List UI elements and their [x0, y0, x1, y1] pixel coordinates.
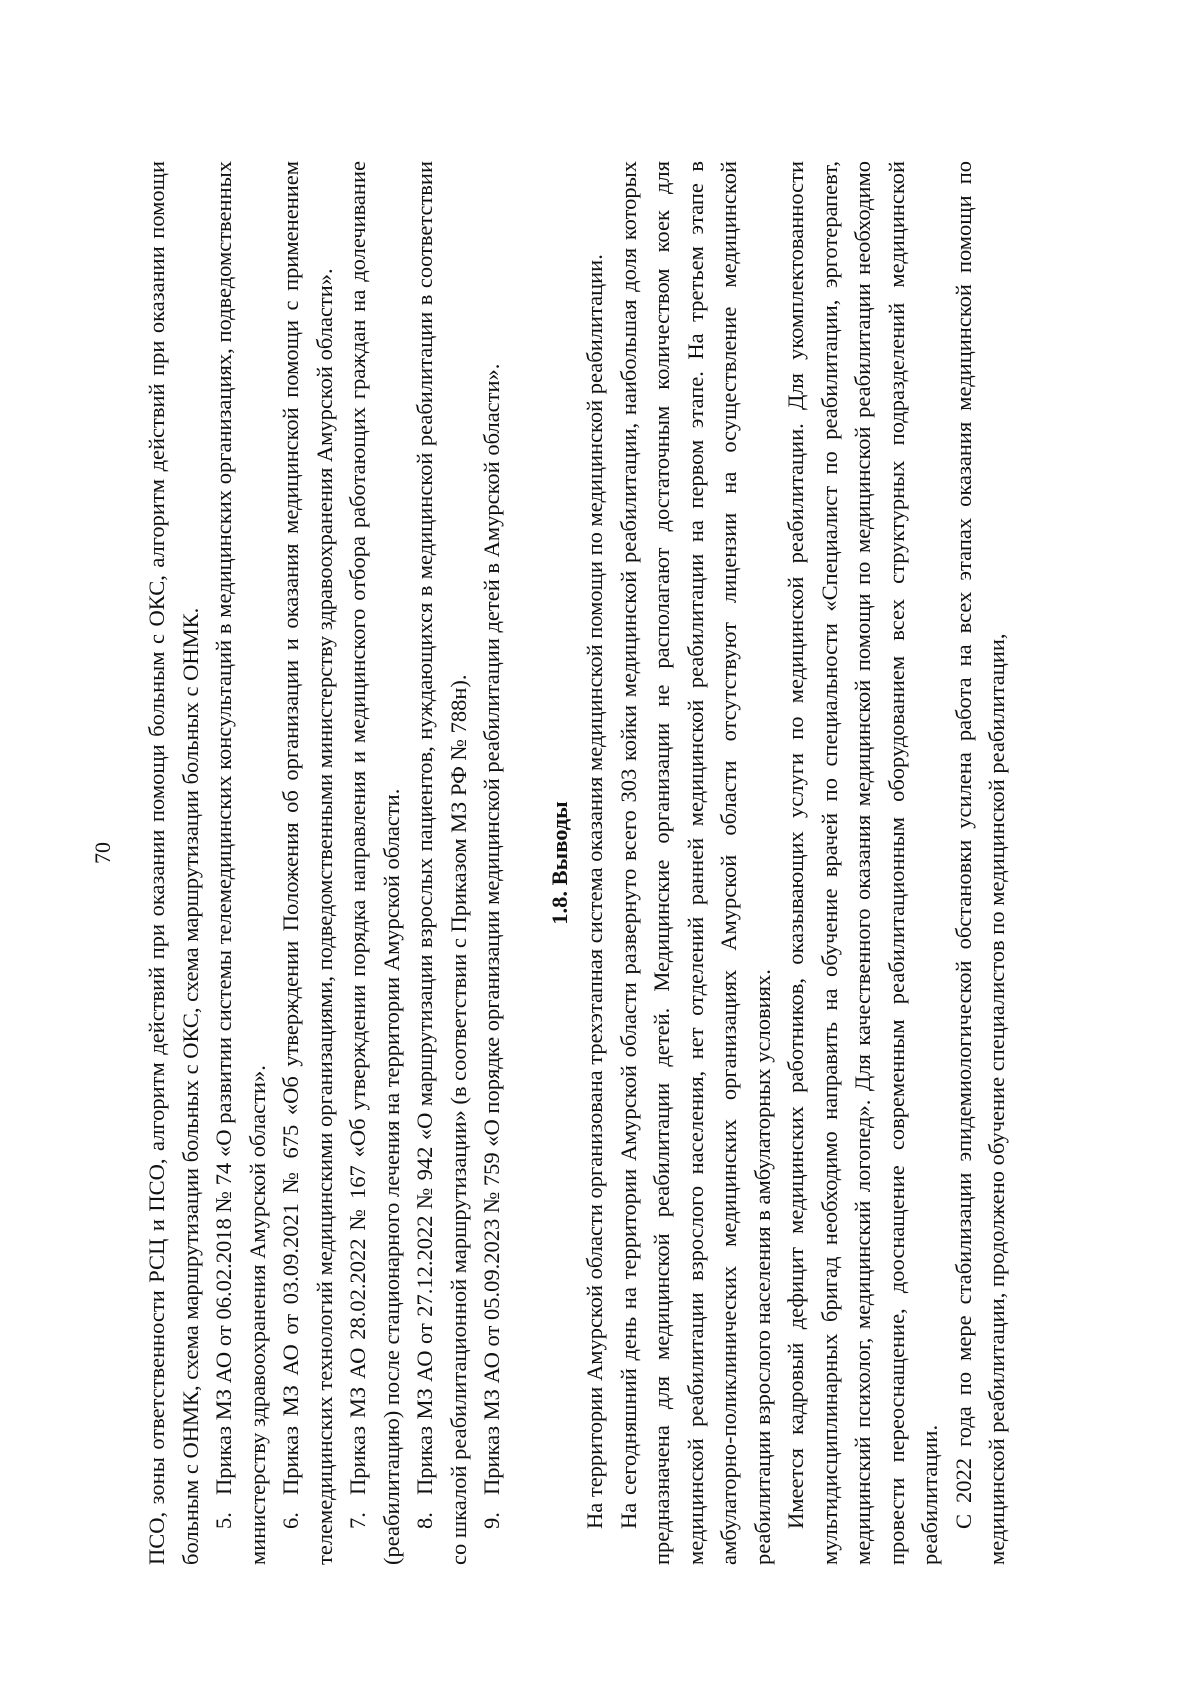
order-item-8: [408, 161, 475, 1565]
order-item-9: [475, 161, 509, 1565]
order-item-5: [207, 161, 274, 1565]
order-number: 8.: [412, 1512, 437, 1529]
order-number: 9.: [479, 1512, 504, 1529]
order-text: Приказ МЗ АО от 06.02.2018 № 74 «О развитии системы телемедицинских консультаций в медицинских организациях, подведомственных министерству здравоохранения Амурской области».: [211, 161, 270, 1565]
conclusion-paragraph-4: С 2022 года по мере стабилизации эпидемиологической обстановки усилена работа на всех этапах оказания медицинской помощи по медицинской реабилитации, продолжено обучение специалистов по медицинской реабилитации,: [950, 161, 1009, 1565]
order-text: Приказ МЗ АО 28.02.2022 № 167 «Об утверждении порядка направления и медицинского отбора работающих граждан на долечивание (реабилитацию) после стационарного лечения на территории Амурской области.: [345, 161, 404, 1565]
order-item-6: [274, 161, 341, 1565]
order-item-7: [341, 161, 408, 1565]
conclusion-paragraph-2: На сегодняшний день на территории Амурской области развернуто всего 303 койки медицинской реабилитации, наибольшая доля которых предназначена для медицинской реабилитации детей. Медицинские организации не располагают достаточным количеством коек для медицинской реабилитации взрослого населения, нет отделений ранней медицинской реабилитации на первом этапе. На третьем этапе в амбулаторно-поликлинических медицинских организациях Амурской области отсутствуют лицензии на осуществление медицинской реабилитации взрослого населения в амбулаторных условиях.: [615, 161, 775, 1565]
rotated-page-content: [80, 83, 1120, 1623]
order-number: 6.: [278, 1512, 303, 1529]
page-number: 70: [90, 842, 115, 864]
order-number: 5.: [211, 1512, 236, 1529]
conclusion-paragraph-3: Имеется кадровый дефицит медицинских работников, оказывающих услуги по медицинской реабилитации. Для укомплектованности мультидисциплинарных бригад необходимо направить на обучение врачей по специальности «Специалист по реабилитации, эрготерапевт, медицинский психолог, медицинский логопед». Для качественного оказания медицинской помощи по медицинской реабилитации необходимо провести переоснащение, дооснащение современным реабилитационным оборудованием всех структурных подразделений медицинской реабилитации.: [783, 161, 942, 1565]
conclusion-paragraph-1: На территории Амурской области организована трехэтапная система оказания медицинской помощи по медицинской реабилитации.: [582, 254, 607, 1529]
section-heading: 1.8. Выводы: [546, 801, 572, 925]
order-number: 7.: [345, 1512, 370, 1529]
order-text: Приказ МЗ АО от 27.12.2022 № 942 «О маршрутизации взрослых пациентов, нуждающихся в медицинской реабилитации в соответствии со шкалой реабилитационной маршрутизации» (в соответствии с Приказом МЗ РФ № 788н).: [412, 161, 471, 1565]
order-text: Приказ МЗ АО от 03.09.2021 № 675 «Об утверждении Положения об организации и оказания медицинской помощи с применением телемедицинских технологий медицинскими организациями, подведомственными министерству здравоохранения Амурской области».: [278, 161, 337, 1565]
page-body: [140, 161, 1014, 1565]
order-text: Приказ МЗ АО от 05.09.2023 № 759 «О порядке организации медицинской реабилитации детей в Амурской области».: [479, 363, 504, 1495]
intro-paragraph: ПСО, зоны ответственности РСЦ и ПСО, алгоритм действий при оказании помощи больным с ОКС, алгоритм действий при оказании помощи больным с ОНМК, схема маршрутизации больных с ОКС, схема маршрутизации больных с ОНМК.: [144, 161, 203, 1565]
